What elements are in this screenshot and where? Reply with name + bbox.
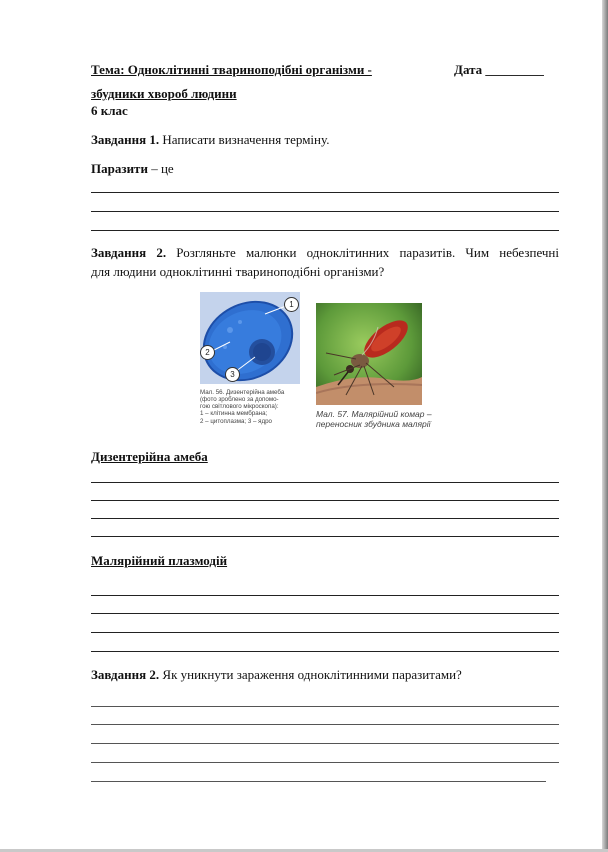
answer-line [91,536,559,537]
plasmodium-heading: Малярійний плазмодій [91,553,228,568]
task2-line1 [91,245,559,261]
topic-title-continued: збудники хвороб людини [91,86,237,101]
mosquito-image [316,303,422,405]
topic-title: Тема: Одноклітинні твариноподібні організми - [91,62,372,77]
date-label: Дата _________ [454,62,544,77]
answer-line [91,632,559,633]
amoeba-heading: Дизентерійна амеба [91,449,208,464]
mosquito-caption-line: переносник збудника малярії [316,418,431,429]
answer-line [91,724,559,725]
term-word: Паразити [91,161,148,176]
mosquito-photo [316,303,422,405]
task3 [91,667,462,683]
task1 [91,132,329,148]
amoeba-photo [200,292,300,384]
answer-line [91,762,559,763]
answer-line [91,651,559,652]
term-definition [91,161,174,177]
page-edge-shadow [602,0,608,852]
amoeba-caption-line: Мал. 56. Дизентерійна амеба [200,389,285,396]
mosquito-caption [316,410,436,430]
answer-line [91,482,559,483]
task3-label: Завдання 2. [91,667,160,682]
answer-line [91,613,559,614]
answer-line [91,518,559,519]
answer-line [91,706,559,707]
answer-line [91,211,559,212]
amoeba-caption [200,389,306,425]
amoeba-caption-line: 2 – цитоплазма; 3 – ядро [200,417,272,425]
callout-3: 3 [225,367,240,382]
answer-line [91,781,546,782]
amoeba-caption-line: (фото зроблено за допомо- [200,396,279,404]
task1-text: Написати визначення терміну. [162,132,330,147]
answer-line [91,743,559,744]
answer-line [91,230,559,231]
answer-line [91,595,559,596]
callout-1: 1 [284,297,299,312]
grade-label: 6 клас [91,103,128,118]
task2-text-line1: Розгляньте малюнки одноклітинних паразитів. Чим небезпечні [176,245,559,260]
task2-label: Завдання 2. [91,245,167,260]
answer-line [91,192,559,193]
answer-line [91,500,559,501]
task1-label: Завдання 1. [91,132,160,147]
mosquito-caption-line: Мал. 57. Малярійний комар – [316,409,432,419]
amoeba-caption-line: 1 – клітинна мембрана; [200,410,268,418]
callout-2: 2 [200,345,215,360]
term-suffix: – це [151,161,174,176]
task2-text-line2: для людини одноклітинні твариноподібні організми? [91,264,385,279]
amoeba-caption-line: гою світлового мікроскопа): [200,403,279,411]
task3-text: Як уникнути зараження одноклітинними паразитами? [162,667,462,682]
